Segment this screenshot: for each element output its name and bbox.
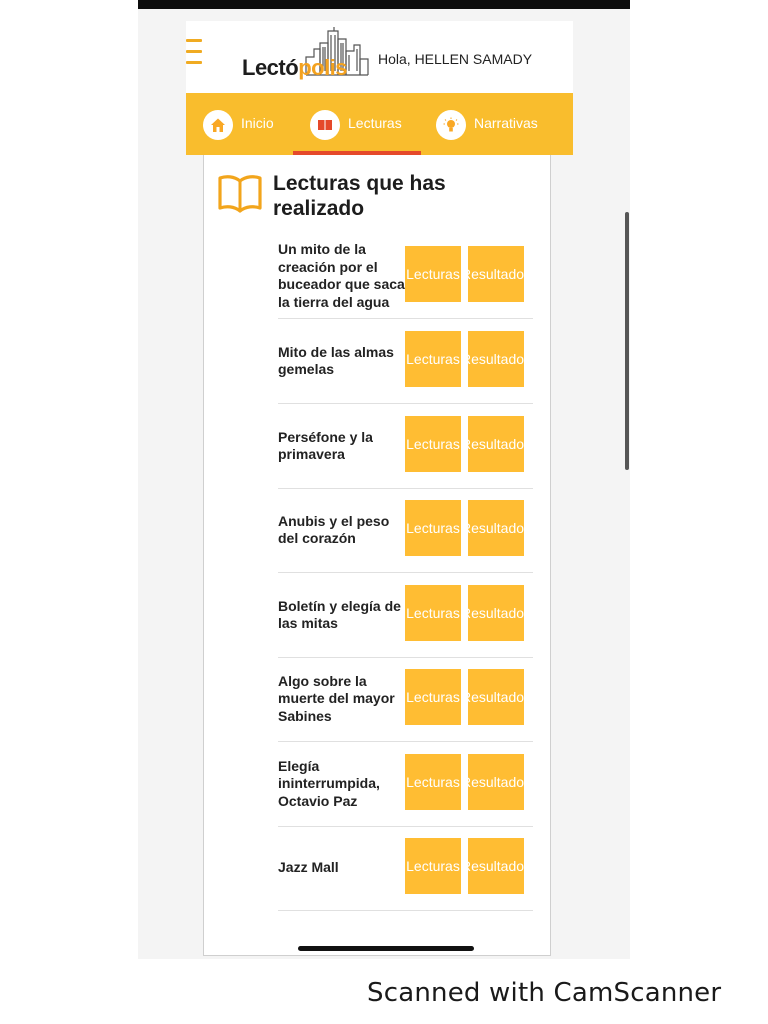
resultados-button[interactable]: Resultados [468,331,524,387]
tab-narrativas[interactable] [436,93,556,155]
main-nav [186,93,573,155]
reading-item [278,319,533,404]
tab-icon-circle [310,110,340,140]
menu-icon[interactable] [186,37,202,67]
reading-title: Algo sobre la muerte del mayor Sabines [278,672,395,724]
reading-item [278,742,533,827]
section-title: Lecturas que has realizado [273,172,446,220]
reading-title: Anubis y el peso del corazón [278,512,390,546]
reading-item [278,404,533,489]
home-indicator[interactable] [298,946,474,951]
reading-title: Mito de las almas gemelas [278,343,394,377]
reading-title: Un mito de la creación por el buceador que saca la tierra del agua [278,241,405,310]
tab-label: Lecturas [348,115,402,131]
logo-text-part1: Lectó [242,55,299,80]
reading-title: Perséfone y la primavera [278,428,373,462]
resultados-button[interactable]: Resultados [468,585,524,641]
resultados-button[interactable]: Resultados [468,838,524,894]
lecturas-button[interactable]: Lecturas [405,331,461,387]
app-logo[interactable] [242,27,372,93]
resultados-button[interactable]: Resultados [468,416,524,472]
reading-title: Jazz Mall [278,859,339,876]
reading-item [278,826,533,911]
reading-item [278,488,533,573]
lecturas-button[interactable]: Lecturas [405,754,461,810]
lightbulb-icon [443,117,459,133]
readings-card [203,155,551,956]
lecturas-button[interactable]: Lecturas [405,246,461,302]
phone-screen [138,9,630,959]
tab-label: Narrativas [474,115,538,131]
lecturas-button[interactable]: Lecturas [405,500,461,556]
book-icon [317,117,333,133]
tab-lecturas[interactable] [310,93,410,155]
home-icon [210,117,226,133]
lecturas-button[interactable]: Lecturas [405,416,461,472]
lecturas-button[interactable]: Lecturas [405,585,461,641]
resultados-button[interactable]: Resultados [468,754,524,810]
tab-label: Inicio [241,115,274,131]
open-book-icon [218,173,262,213]
logo-text [242,55,347,81]
logo-text-part2: polis [298,55,348,80]
tab-inicio[interactable] [203,93,283,155]
tab-icon-circle [203,110,233,140]
scrollbar[interactable] [625,212,629,470]
reading-title: Elegía ininterrumpida, Octavio Paz [278,757,380,809]
scanner-watermark: Scanned with CamScanner [367,978,722,1008]
resultados-button[interactable]: Resultados [468,246,524,302]
tab-icon-circle [436,110,466,140]
resultados-button[interactable]: Resultados [468,669,524,725]
resultados-button[interactable]: Resultados [468,500,524,556]
reading-item [278,573,533,658]
reading-title: Boletín y elegía de las mitas [278,597,401,631]
user-greeting: Hola, HELLEN SAMADY [378,51,533,67]
reading-item [278,657,533,742]
reading-item [278,234,533,319]
status-bar [138,0,630,9]
lecturas-button[interactable]: Lecturas [405,838,461,894]
lecturas-button[interactable]: Lecturas [405,669,461,725]
